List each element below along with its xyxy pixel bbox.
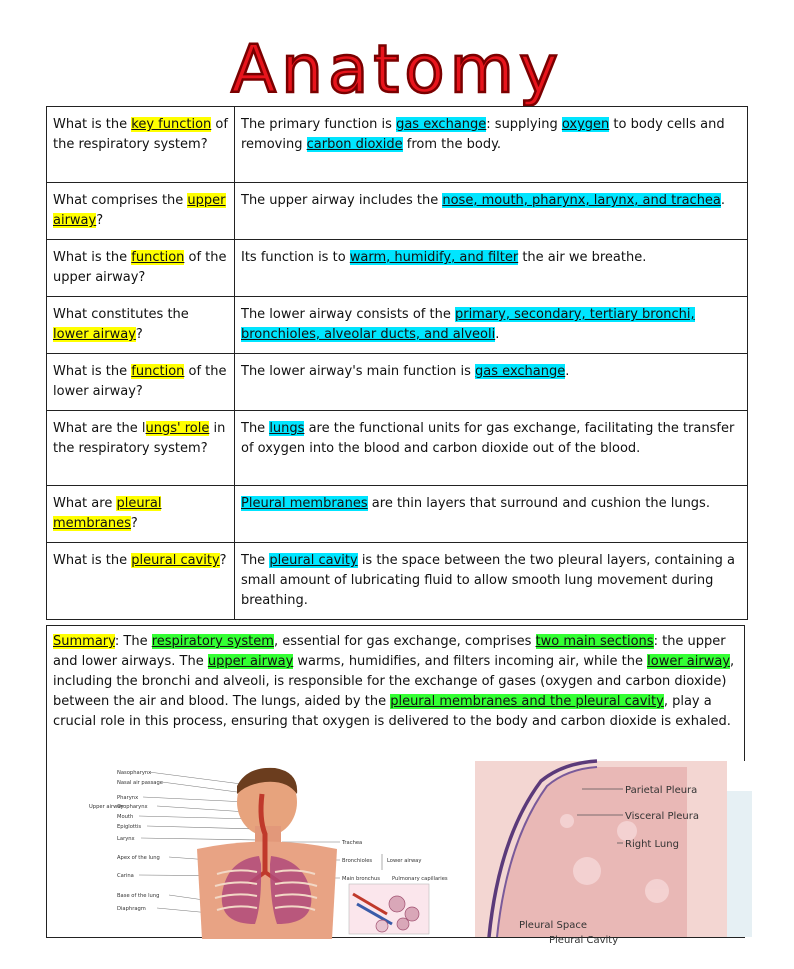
text-segment: ? [135, 327, 143, 342]
label-diaphragm: Diaphragm [117, 906, 146, 912]
text-segment: . [565, 364, 570, 379]
text-segment: What are [53, 496, 117, 511]
highlighted-term: Summary [53, 634, 115, 649]
label-pleural-space: Pleural Space [519, 920, 587, 931]
respiratory-system-illustration [87, 764, 447, 939]
highlighted-term: gas exchange [396, 117, 487, 132]
highlighted-term: pleural membranes and the pleural cavity [390, 694, 664, 709]
label-lower-airway: Lower airway [387, 858, 422, 864]
label-nasopharynx: Nasopharynx [117, 770, 152, 776]
text-segment: of the respiratory system? [53, 117, 228, 152]
answer-cell [235, 183, 748, 240]
question-cell [47, 486, 235, 543]
text-segment: What is the [53, 117, 132, 132]
label-base: Base of the lung [117, 893, 160, 899]
text-segment: ? [96, 213, 104, 228]
text-segment: are the functional units for gas exchange, facilitating the transfer of oxygen into the blood and carbon dioxide out of the blood. [241, 421, 735, 456]
text-segment: is the space between the two pleural layers, containing a small amount of lubricating fluid to allow smooth lung movement during breathing. [241, 553, 735, 608]
text-segment: What is the [53, 250, 132, 265]
page-title [0, 30, 794, 110]
label-oropharynx: Oropharynx [117, 804, 148, 810]
label-right-lung: Right Lung [625, 839, 679, 850]
text-segment: , play a crucial role in this process, ensuring that oxygen is delivered to the body and carbon dioxide is exhaled. [53, 694, 731, 729]
highlighted-term: lower airway [53, 327, 136, 342]
summary-box [46, 625, 745, 946]
text-segment: to body cells and removing [241, 117, 725, 152]
text-segment: in the respiratory system? [53, 421, 226, 456]
highlighted-term: function [131, 364, 185, 379]
answer-cell [235, 240, 748, 297]
text-segment: What is the [53, 364, 132, 379]
summary-text [53, 632, 736, 732]
highlighted-term: ungs' role [145, 421, 210, 436]
label-nasal-air-passage: Nasal air passage [117, 780, 163, 786]
label-mouth: Mouth [117, 814, 134, 820]
text-segment: . [495, 327, 500, 342]
text-segment: The lower airway's main function is [241, 364, 476, 379]
label-pulmonary-capillaries: Pulmonary capillaries [392, 876, 448, 882]
text-segment: , including the bronchi and alveoli, is responsible for the exchange of gases (oxygen and carbon dioxide) between the air and blood. The lungs, aided by the [53, 654, 735, 709]
qa-table [46, 106, 748, 620]
highlighted-term: warm, humidify, and filter [349, 250, 519, 265]
highlighted-term: upper airway [207, 654, 294, 669]
text-segment: The primary function is [241, 117, 397, 132]
label-pharynx: Pharynx [117, 795, 139, 801]
title-text: Anatomy [230, 31, 564, 108]
text-segment: The lower airway consists of the [241, 307, 455, 322]
label-apex: Apex of the lung [117, 855, 160, 861]
label-parietal-pleura: Parietal Pleura [625, 785, 698, 796]
answer-cell [235, 297, 748, 354]
text-segment: The [241, 421, 270, 436]
text-segment: What comprises the [53, 193, 188, 208]
qa-row [47, 543, 748, 620]
highlighted-term: nose, mouth, pharynx, larynx, and trachea [442, 193, 721, 208]
text-segment: warms, humidifies, and filters incoming air, while the [293, 654, 648, 669]
label-main-bronchus: Main bronchus [342, 876, 380, 882]
answer-cell [235, 411, 748, 486]
highlighted-term: gas exchange [475, 364, 566, 379]
qa-row [47, 183, 748, 240]
highlighted-term: key function [131, 117, 212, 132]
text-segment: . [720, 193, 726, 208]
text-segment: What is the [53, 553, 132, 568]
question-cell [47, 297, 235, 354]
qa-row [47, 107, 748, 183]
text-segment: , essential for gas exchange, comprises [273, 634, 536, 649]
text-segment: of the lower airway? [53, 364, 227, 399]
highlighted-term: pleural membranes [53, 496, 162, 531]
pleura-illustration [467, 761, 752, 946]
title-wordart [0, 30, 794, 110]
answer-cell [235, 107, 748, 183]
label-upper-airway: Upper airway [89, 804, 124, 810]
highlighted-term: two main sections [535, 634, 654, 649]
text-segment: The [241, 553, 270, 568]
highlighted-term: lungs [269, 421, 305, 436]
answer-cell [235, 543, 748, 620]
text-segment: are thin layers that surround and cushion the lungs. [367, 496, 710, 511]
highlighted-term: primary, secondary, tertiary bronchi, bronchioles, alveolar ducts, and alveoli [241, 307, 695, 342]
label-carina: Carina [117, 873, 134, 879]
question-cell [47, 354, 235, 411]
qa-row [47, 411, 748, 486]
text-segment: : the upper and lower airways. The [53, 634, 726, 669]
text-segment: Its function is to [241, 250, 350, 265]
qa-row [47, 240, 748, 297]
text-segment: What constitutes the [53, 307, 189, 322]
answer-cell [235, 486, 748, 543]
text-segment: ? [219, 553, 227, 568]
label-larynx: Larynx [117, 836, 135, 842]
text-segment: What are the l [53, 421, 146, 436]
answer-cell [235, 354, 748, 411]
highlighted-term: oxygen [561, 117, 610, 132]
question-cell [47, 240, 235, 297]
question-cell [47, 411, 235, 486]
question-cell [47, 543, 235, 620]
highlighted-term: pleural cavity [269, 553, 358, 568]
text-segment: ? [130, 516, 138, 531]
text-segment: from the body. [402, 137, 502, 152]
qa-row [47, 354, 748, 411]
highlighted-term: respiratory system [151, 634, 274, 649]
label-pleural-cavity: Pleural Cavity [549, 935, 619, 946]
label-epiglottis: Epiglottis [117, 824, 142, 830]
question-cell [47, 183, 235, 240]
highlighted-term: lower airway [647, 654, 731, 669]
text-segment: : supplying [486, 117, 562, 132]
label-bronchioles: Bronchioles [342, 858, 373, 864]
text-segment: of the upper airway? [53, 250, 227, 285]
highlighted-term: Pleural membranes [241, 496, 368, 511]
highlighted-term: carbon dioxide [306, 137, 403, 152]
text-segment: The upper airway includes the [241, 193, 443, 208]
question-cell [47, 107, 235, 183]
qa-row [47, 297, 748, 354]
qa-row [47, 486, 748, 543]
label-trachea: Trachea [342, 840, 363, 846]
highlighted-term: function [131, 250, 185, 265]
text-segment: the air we breathe. [518, 250, 647, 265]
text-segment: : The [114, 634, 152, 649]
highlighted-term: upper airway [53, 193, 226, 228]
highlighted-term: pleural cavity [131, 553, 220, 568]
alveoli-inset [349, 884, 429, 934]
label-visceral-pleura: Visceral Pleura [625, 811, 699, 822]
